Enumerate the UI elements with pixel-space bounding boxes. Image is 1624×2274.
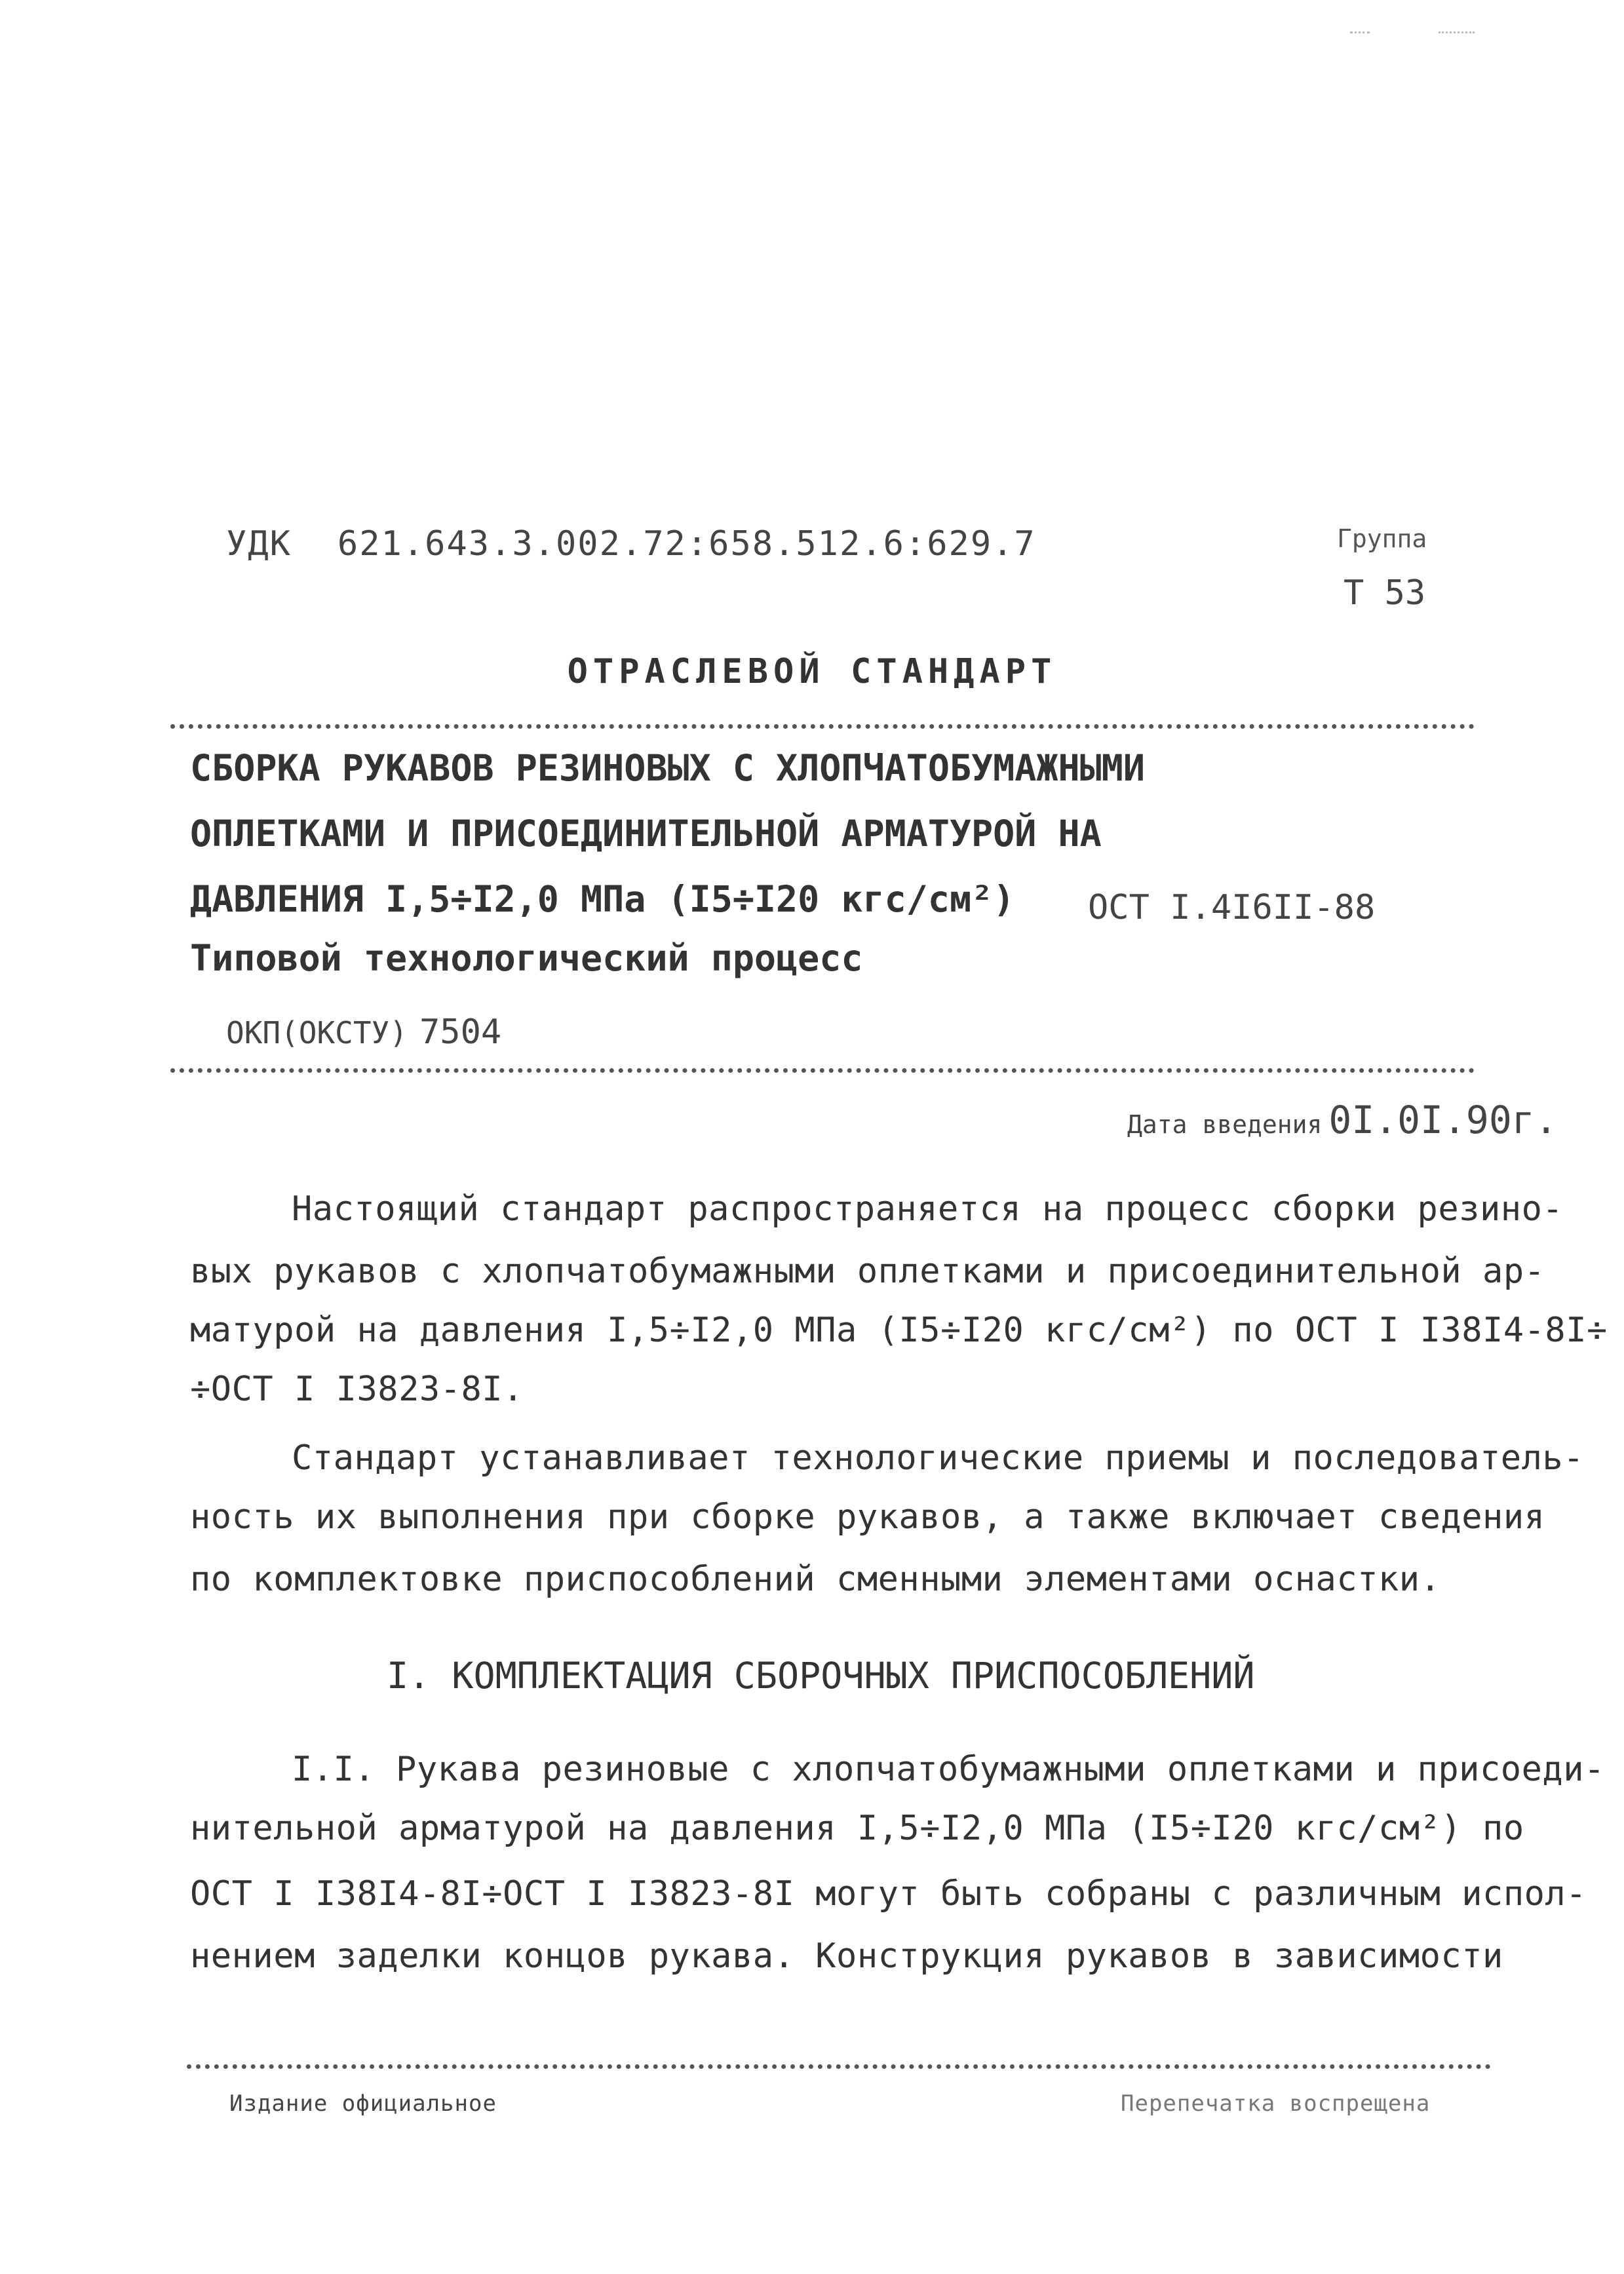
body-text-line: по комплектовке приспособлений сменными элементами оснастки. xyxy=(190,1560,1441,1599)
standard-type-heading: ОТРАСЛЕВОЙ СТАНДАРТ xyxy=(567,652,1057,691)
divider xyxy=(170,724,1475,729)
body-text-line: Стандарт устанавливает технологические приемы и последователь- xyxy=(292,1438,1585,1478)
udk-label: УДК xyxy=(226,524,292,564)
body-text-line: Настоящий стандарт распространяется на процесс сборки резино- xyxy=(292,1189,1564,1229)
document-title-line: ДАВЛЕНИЯ I,5÷I2,0 МПа (I5÷I20 кгс/см²) xyxy=(190,878,1015,920)
body-text-line: ОСТ I I38I4-8I÷ОСТ I I3823-8I могут быть собраны с различным испол- xyxy=(190,1874,1587,1914)
body-text-line: нением заделки концов рукава. Конструкция рукавов в зависимости xyxy=(190,1937,1503,1976)
ost-number: ОСТ I.4I6II-88 xyxy=(1088,888,1376,927)
intro-date xyxy=(1127,1098,1558,1142)
divider xyxy=(170,1068,1475,1073)
intro-date-label: Дата введения xyxy=(1127,1110,1323,1139)
body-text-line: матурой на давления I,5÷I2,0 МПа (I5÷I20 кгс/см²) по ОСТ I I38I4-8I÷ xyxy=(190,1311,1608,1350)
body-text-line: вых рукавов с хлопчатобумажными оплетками и присоединительной ар- xyxy=(190,1252,1545,1291)
okp-code: 7504 xyxy=(419,1012,502,1052)
footer-official-edition: Издание официальное xyxy=(229,2091,497,2117)
intro-date-value: 0I.0I.90г. xyxy=(1328,1098,1558,1142)
body-text-line: ность их выполнения при сборке рукавов, а также включает сведения xyxy=(190,1497,1545,1537)
footer-reprint-notice: Перепечатка воспрещена xyxy=(1121,2091,1431,2117)
body-text-line: I.I. Рукава резиновые с хлопчатобумажными оплетками и присоеди- xyxy=(292,1750,1605,1789)
scan-mark xyxy=(1350,31,1370,33)
footer-divider xyxy=(187,2064,1491,2069)
body-text-line: ÷ОСТ I I3823-8I. xyxy=(190,1370,524,1409)
section-heading: I. КОМПЛЕКТАЦИЯ СБОРОЧНЫХ ПРИСПОСОБЛЕНИЙ xyxy=(387,1655,1255,1697)
body-text-line: нительной арматурой на давления I,5÷I2,0 МПа (I5÷I20 кгс/см²) по xyxy=(190,1809,1524,1848)
okp-label: ОКП(ОКСТУ) xyxy=(226,1015,408,1050)
document-title-line: СБОРКА РУКАВОВ РЕЗИНОВЫХ С ХЛОПЧАТОБУМАЖНЫМИ xyxy=(190,747,1145,789)
group-code: Т 53 xyxy=(1344,573,1426,613)
document-title-line: ОПЛЕТКАМИ И ПРИСОЕДИНИТЕЛЬНОЙ АРМАТУРОЙ НА xyxy=(190,813,1102,855)
okp-line xyxy=(226,1012,501,1052)
udk-code: 621.643.3.002.72:658.512.6:629.7 xyxy=(337,524,1036,564)
group-label: Группа xyxy=(1337,524,1427,553)
document-subtitle: Типовой технологический процесс xyxy=(190,937,863,979)
scan-mark xyxy=(1439,31,1475,33)
udk-line xyxy=(226,524,1036,564)
